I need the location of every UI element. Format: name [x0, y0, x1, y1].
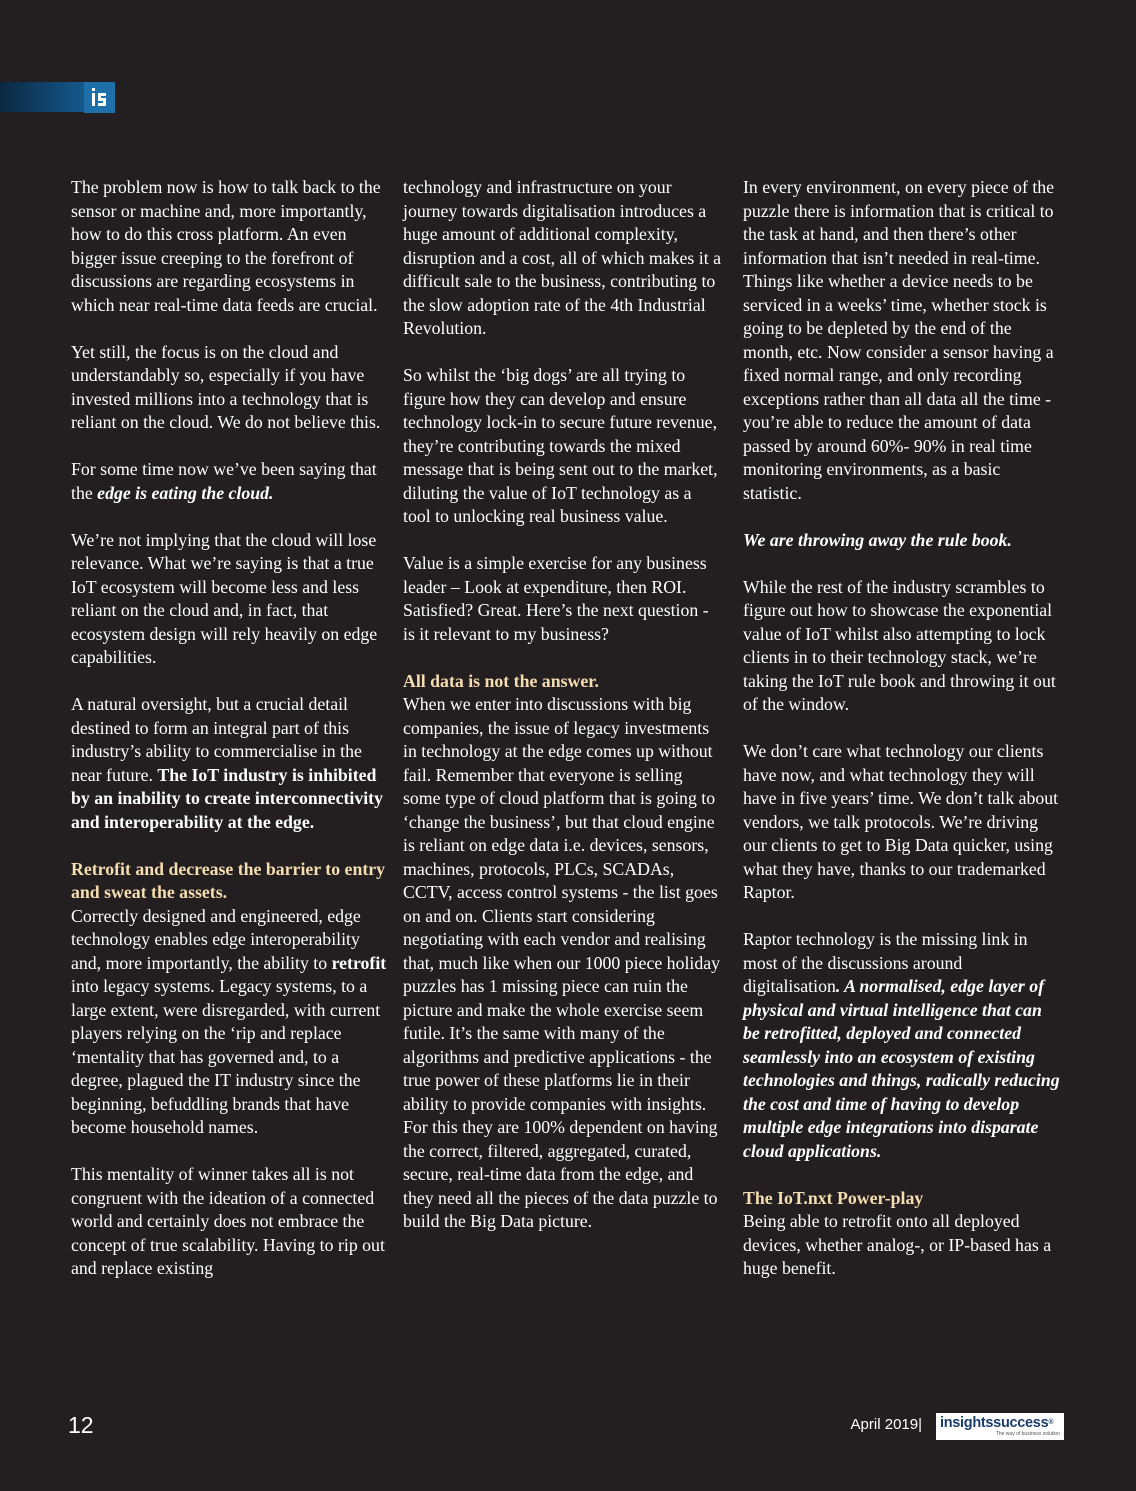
text: For some time now we’ve been saying that the	[71, 459, 377, 503]
paragraph: We’re not implying that the cloud will lose relevance. What we’re saying is that a true IoT ecosystem will become less and less reliant on the cloud and, in fact, that ecosystem design will rely heavily on edge capabilities.	[71, 529, 378, 667]
text: Correctly designed and engineered, edge technology enables edge interoperability and, more importantly, the ability to	[71, 905, 361, 973]
insights-success-monogram-icon	[84, 82, 115, 113]
emphasis-heading: We are throwing away the rule book.	[743, 529, 1012, 550]
paragraph: When we enter into discussions with big companies, the issue of legacy investments in technology at the edge comes up without fail. Remember that everyone is selling some type of cloud platform that is going to ‘change the business’, but that cloud engine is reliant on edge data i.e. devices, sensors, machines, protocols, PLCs, SCADAs, CCTV, access control systems - the list goes on and on. Clients start considering negotiating with each vendor and realising that, much like when our 1000 piece holiday puzzles has 1 missing piece can ruin the picture and make the whole exercise seem futile. It’s the same with many of the algorithms and predictive applications - the true power of these platforms lie in their ability to provide companies with insights. For this they are 100% dependent on having the correct, filtered, aggregated, curated, secure, real-time data from the edge, and they need all the pieces of the data puzzle to build the Big Data picture.	[403, 694, 721, 1231]
paragraph	[743, 928, 1061, 1163]
bold-text: The IoT industry is inhibited by an inability to create interconnectivity and interoperability at the edge.	[71, 764, 383, 832]
paragraph: Yet still, the focus is on the cloud and understandably so, especially if you have invested millions into a technology that is reliant on the cloud. We do not believe this.	[71, 341, 381, 432]
emphasis-text: edge is eating the cloud.	[97, 482, 274, 503]
text: Raptor technology is the missing link in most of the discussions around digitalisation	[743, 929, 1028, 996]
article-column-2	[403, 176, 721, 1234]
paragraph: technology and infrastructure on your journey towards digitalisation introduces a huge amount of additional complexity, disruption and a cost, all of which makes it a difficult sale to the business, contributing to the slow adoption rate of the 4th Industrial Revolution.	[403, 177, 722, 338]
article-column-1	[71, 176, 389, 1281]
registered-mark: ®	[1048, 1419, 1054, 1426]
paragraph	[71, 905, 389, 1140]
paragraph: In every environment, on every piece of the puzzle there is information that is critical to the task at hand, and then there’s other information that isn’t needed in real-time. Things like whether a device needs to be serviced in a weeks’ time, whether stock is going to be depleted by the end of the month, etc. Now consider a sensor having a fixed normal range, and only recording exceptions rather than all data all the time - you’re able to reduce the amount of data passed by around 60%- 90% in real time monitoring environments, as a basic statistic.	[743, 177, 1055, 503]
text: into legacy systems. Legacy systems, to a large extent, were disregarded, with current players relying on the ‘rip and replace ‘mentality that has governed and, to a degree, plagued the IT industry since the beginning, befuddling brands that have become household names.	[71, 976, 381, 1137]
bold-text: retrofit	[331, 952, 387, 973]
header-accent-bar	[0, 82, 86, 112]
paragraph	[71, 458, 389, 505]
section-heading: The IoT.nxt Power-play	[743, 1187, 924, 1208]
paragraph: The problem now is how to talk back to the sensor or machine and, more importantly, how to do this cross platform. An even bigger issue creeping to the forefront of discussions are regarding ecosystems in which near real-time data feeds are crucial.	[71, 177, 381, 315]
page-number: 12	[68, 1412, 94, 1438]
paragraph: We don’t care what technology our clients have now, and what technology they will have in five years’ time. We don’t talk about vendors, we talk protocols. We’re driving our clients to get to Big Data quicker, using what they have, thanks to our trademarked Raptor.	[743, 741, 1059, 902]
paragraph: Value is a simple exercise for any business leader – Look at expenditure, then ROI. Satisfied? Great. Here’s the next question - is it relevant to my business?	[403, 553, 709, 644]
brand-logo	[936, 1413, 1064, 1440]
brand-name: insightssuccess	[940, 1415, 1049, 1431]
issue-date: April 2019|	[850, 1416, 922, 1433]
brand-tagline: The way of business solution	[995, 1431, 1060, 1437]
article-column-3	[743, 176, 1061, 1281]
text: A natural oversight, but a crucial detail destined to form an integral part of this industry’s ability to commercialise in the near future.	[71, 694, 362, 785]
paragraph: So whilst the ‘big dogs’ are all trying to figure how they can develop and ensure technology lock-in to secure future revenue, they’re contributing towards the mixed message that is being sent out to the market, diluting the value of IoT technology as a tool to unlocking real business value.	[403, 365, 718, 526]
paragraph: While the rest of the industry scrambles to figure out how to showcase the exponential value of IoT whilst also attempting to lock clients in to their technology stack, we’re taking the IoT rule book and throwing it out of the window.	[743, 576, 1056, 714]
section-heading: Retrofit and decrease the barrier to entry and sweat the assets.	[71, 858, 386, 902]
section-heading: All data is not the answer.	[403, 670, 599, 691]
paragraph: This mentality of winner takes all is not congruent with the ideation of a connected world and certainly does not embrace the concept of true scalability. Having to rip out and replace existing	[71, 1164, 385, 1278]
emphasis-text: . A normalised, edge layer of physical and virtual intelligence that can be retrofitted, deployed and connected seamlessly into an ecosystem of existing technologies and things, radically reducing the cost and time of having to develop multiple edge integrations into disparate cloud applications.	[743, 976, 1060, 1161]
paragraph: Being able to retrofit onto all deployed devices, whether analog-, or IP-based has a huge benefit.	[743, 1211, 1052, 1278]
paragraph	[71, 693, 389, 834]
